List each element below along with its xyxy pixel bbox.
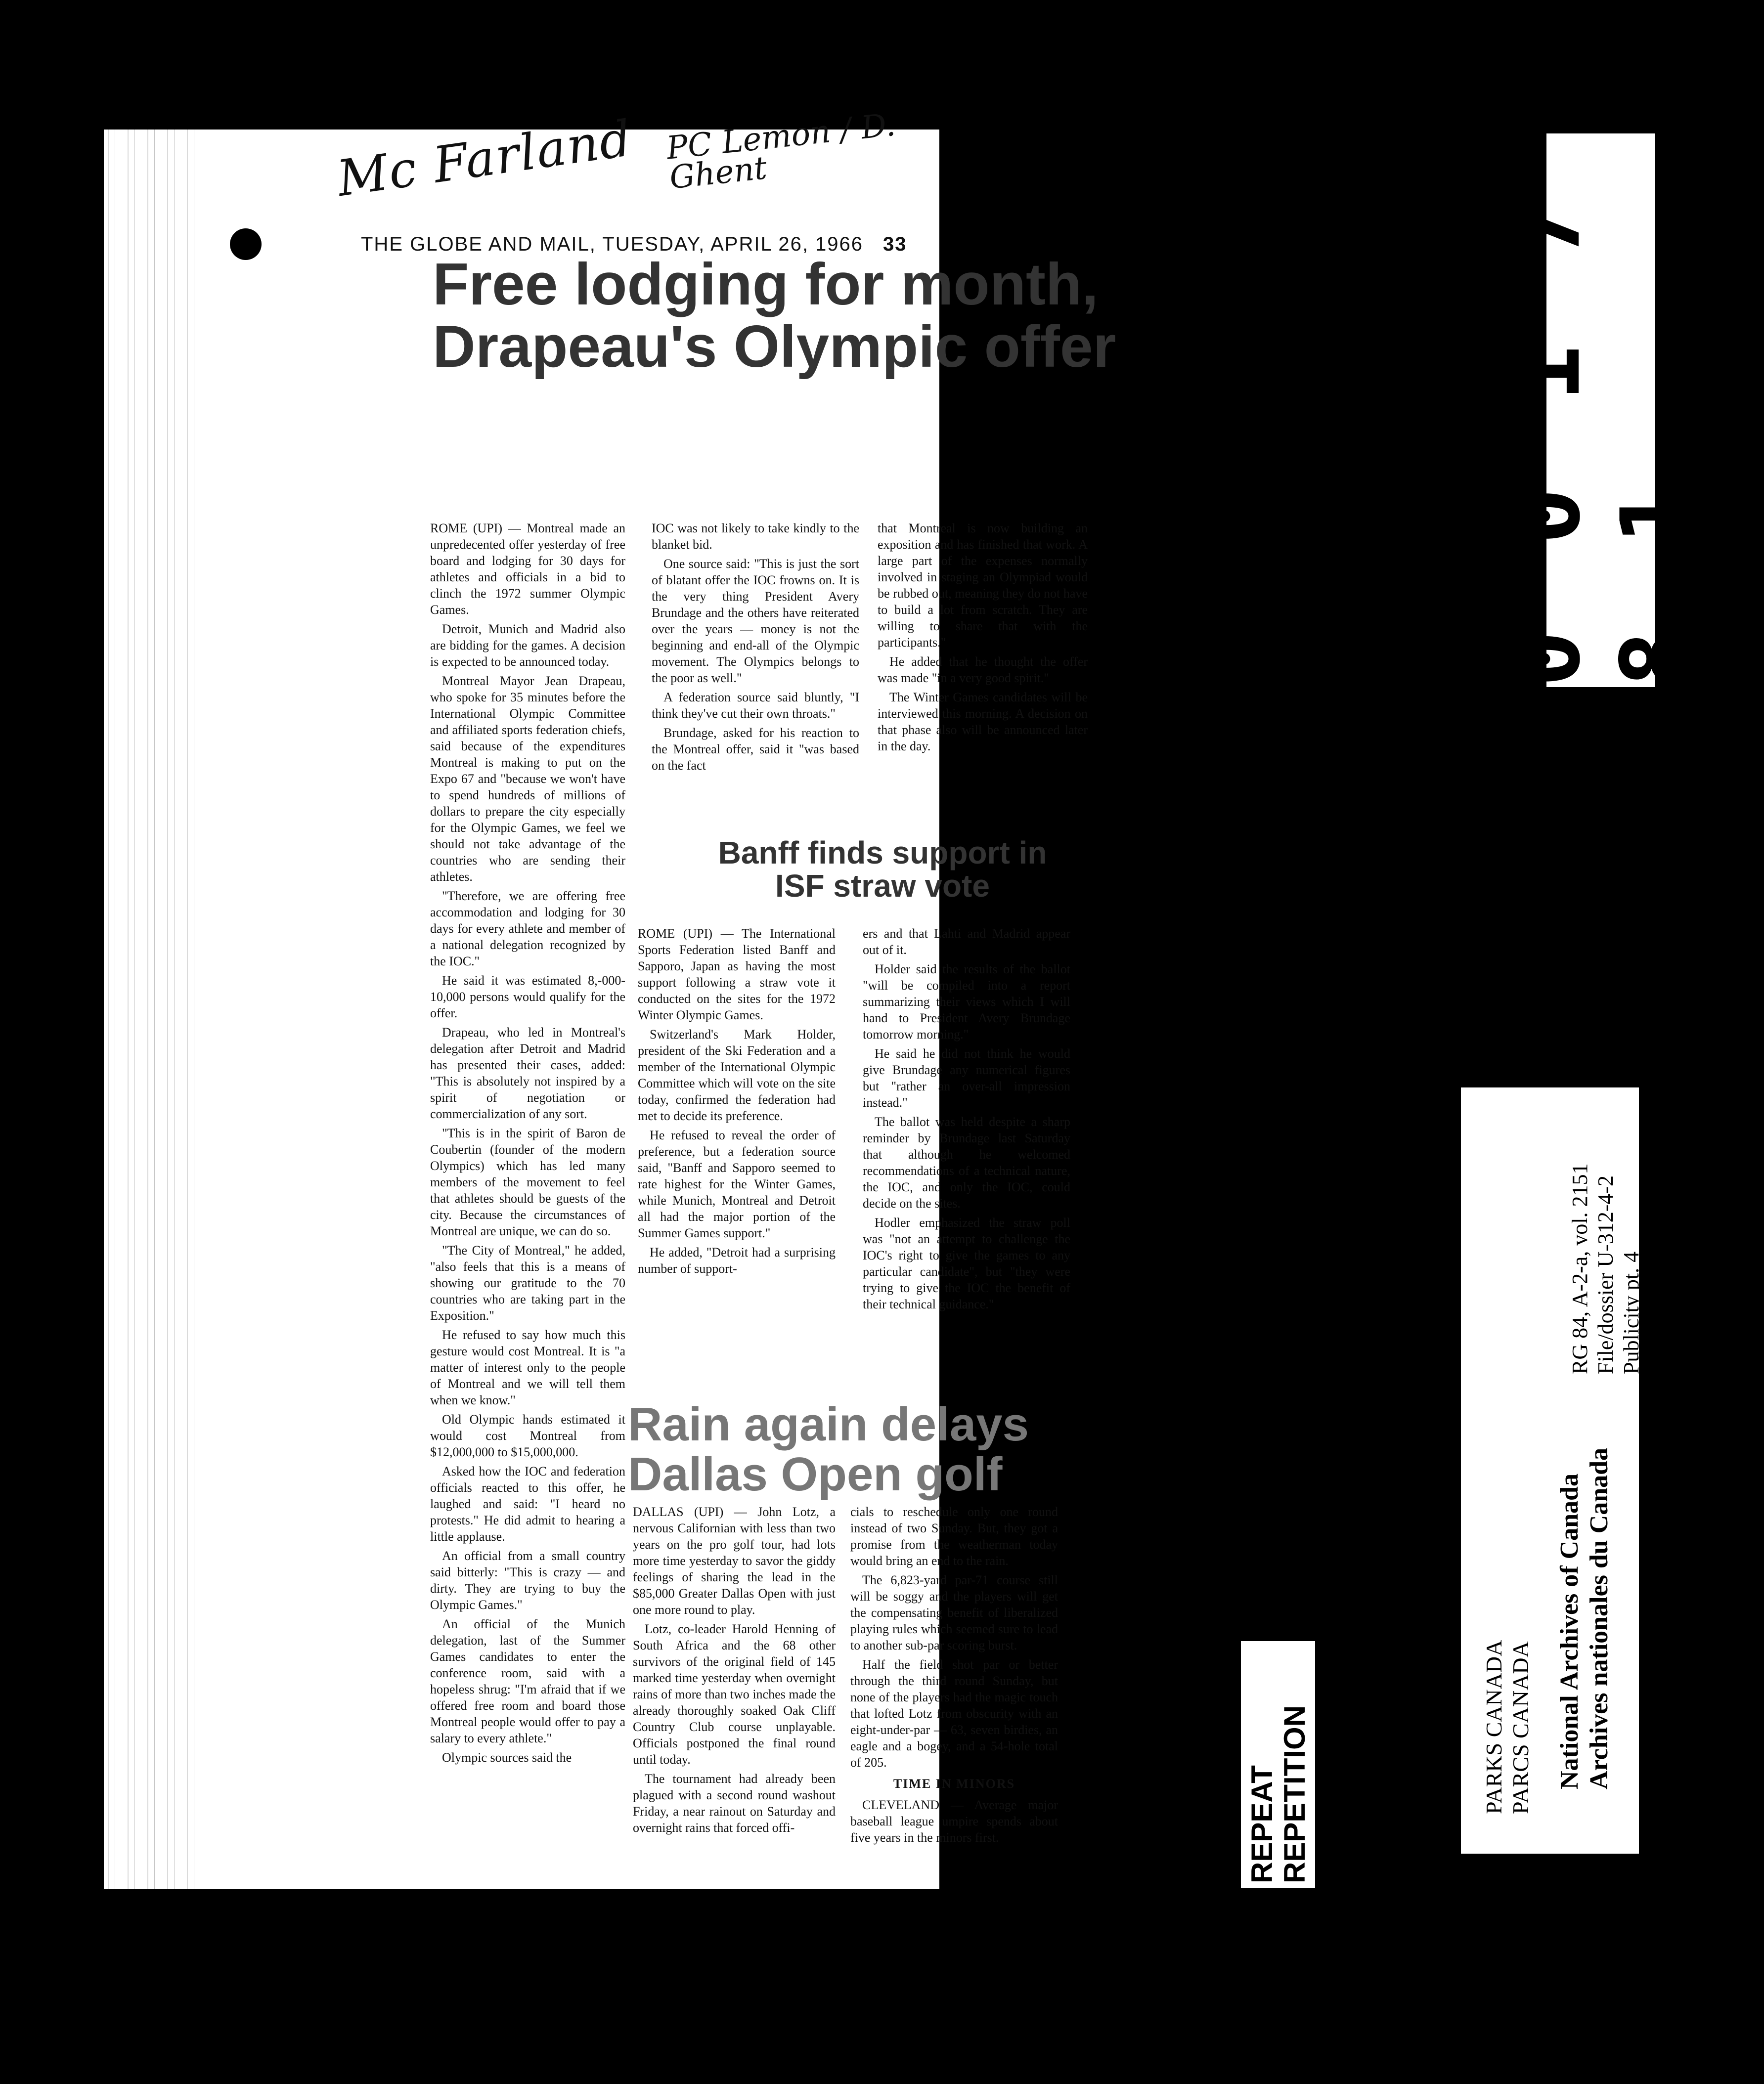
frame-number-text: 0 0 1 7 8 1 [1492,187,1710,687]
paragraph: "Therefore, we are offering free accommodation and lodging for 30 days for every athlete and member of a national delegation recognized by the IOC." [430,889,625,968]
archive-name [1555,1345,1614,1789]
paragraph: Asked how the IOC and federation officials reacted to this offer, he laughed and said: "I heard no protests." He did admit to hearing a little applause. [430,1464,625,1544]
paragraph: He refused to reveal the order of preference, but a federation source said, "Banff and Sapporo seemed to rate highest for the Winter Games, while Munich, Montreal and Detroit all had the major portion of the Summer Games support." [638,1128,836,1240]
parks-canada [1481,1597,1534,1814]
paragraph: ROME (UPI) — Montreal made an unpredecented offer yesterday of free board and lodging for 30 days for athletes and officials in a bid to clinch the 1972 summer Olympic Games. [430,521,625,617]
paragraph: An official from a small country said bitterly: "This is crazy — and dirty. They are trying to buy the Olympic Games." [430,1549,625,1612]
paragraph: The Winter Games candidates will be interviewed this morning. A decision on that phase also will be announced later in the day. [878,690,1088,753]
text-line: File/dossier U-312-4-2 [1593,1175,1618,1374]
microfilm-sheet [104,106,1116,1889]
paragraph: Brundage, asked for his reaction to the Montreal offer, said it "was based on the fact [652,726,859,773]
page-number: 33 [883,233,907,255]
text-line: RG 84, A-2-a, vol. 2151 [1568,1163,1592,1374]
article3-column-2 [850,1504,1058,1846]
minors-subhead: TIME IN MINORS [893,1777,1015,1791]
handwritten-name: Mc Farland [333,109,636,208]
paragraph: Half the field shot par or better through the third round Sunday, but none of the players had the magic touch that lofted Lotz from obscurity with an eight-under-par — 63, seven birdies, an eagle and a bogey, and a 54-hole total of 205. [850,1657,1058,1770]
article2-column-1 [638,925,836,1280]
paragraph: One source said: "This is just the sort of blatant offer the IOC frowns on. It is the very thing President Avery Brundage and the others have reiterated over the years — money is not the beginning and end-all of the Olympic movement. The Olympics belongs to the poor as well." [652,557,859,685]
paragraph: that Montreal is now building an exposition and has finished that work. A large part of the expenses normally involved in staging an Olympiad would be rubbed out, meaning they do not have to build a lot from scratch. They are willing to share that with the participants." [878,521,1088,650]
minors-text: CLEVELAND — Average major baseball league umpire spends about five years in the minors first. [850,1798,1058,1845]
archive-reference [1567,1097,1644,1374]
paragraph: IOC was not likely to take kindly to the blanket bid. [652,521,859,552]
paragraph: Hodler emphasized the straw poll was "not an attempt to challenge the IOC's right to give the games to any particular candidate", but "they were trying to give the IOC the benefit of their technical guidance." [863,1216,1070,1311]
paragraph: "The City of Montreal," he added, "also feels that this is a means of showing our gratitude to the 70 countries who are taking part in the Exposition." [430,1243,625,1323]
text-line: REPETITION [1278,1705,1311,1883]
paragraph: A federation source said bluntly, "I think they've cut their own throats." [652,690,859,721]
paragraph: Detroit, Munich and Madrid also are bidding for the games. A decision is expected to be announced today. [430,622,625,669]
text-line: PARKS CANADA [1481,1640,1506,1814]
paragraph: Switzerland's Mark Holder, president of the Ski Federation and a member of the International Olympic Committee which will vote on the site today, confirmed the federation had met to decide its preference. [638,1027,836,1123]
paragraph: "This is in the spirit of Baron de Coubertin (founder of the modern Olympics) which has led many members of the movement to feel that athletes should be guests of the city. Because the circumstances of Montreal are unique, we can do so. [430,1126,625,1238]
paragraph: The ballot was held despite a sharp reminder by Brundage last Saturday that although he welcomed recommendations of a technical nature, the IOC, and only the IOC, could decide on the sites. [863,1115,1070,1211]
paragraph: cials to reschedule only one round instead of two Sunday. But, they got a promise from the weatherman today would bring an end to the rain. [850,1505,1058,1568]
handwritten-initials: PC Lemon / D. Ghent [664,106,897,197]
masthead-text: THE GLOBE AND MAIL, TUESDAY, APRIL 26, 1966 [361,233,864,255]
paragraph: Montreal Mayor Jean Drapeau, who spoke for 35 minutes before the International Olympic Committee and affiliated sports federation chiefs, said because of the expenditures Montreal is making to put on the Expo 67 and "because we won't have to spend hundreds of millions of dollars to prepare the city especially for the Olympic Games, we feel we should not take advantage of the countries who are sending their athletes. [430,674,625,884]
paragraph: An official of the Munich delegation, last of the Summer Games candidates to enter the conference room, said with a hopeless shrug: "I'm afraid that if we offered free room and board those Montreal people would offer to pay a salary to every athlete." [430,1617,625,1745]
text-line: PARCS CANADA [1508,1641,1533,1814]
text-line: REPEAT [1245,1765,1279,1883]
paragraph: He said it was estimated 8,-000-10,000 persons would qualify for the offer. [430,973,625,1020]
text-line: National Archives of Canada [1555,1474,1584,1789]
article1-column-1 [430,520,625,1769]
margin-stripes [104,130,203,1889]
headline-olympic-offer: Free lodging for month, Drapeau's Olympic offer [433,251,1116,380]
paragraph: He said he did not think he would give Brundage any numerical figures but "rather an over-all impression instead." [863,1046,1070,1110]
repeat-stamp [1241,1641,1315,1888]
punch-hole [230,228,262,260]
paragraph: Holder said the results of the ballot "will be compiled into a report summarizing their views which I will hand to President Avery Brundage tomorrow morning." [863,962,1070,1042]
text-line: Publicity pt. 4 [1619,1251,1643,1374]
text-line: Archives nationales du Canada [1585,1447,1613,1789]
paragraph: ers and that Lahti and Madrid appear out of it. [863,926,1070,957]
paragraph: The 6,823-yard par-71 course still will be soggy and the players will get the compensating benefit of liberalized playing rules which seemed sure to lead to another sub-par scoring burst. [850,1573,1058,1652]
repeat-stamp-text [1246,1646,1311,1883]
article1-column-3 [878,520,1088,757]
article2-column-2 [863,925,1070,1315]
article3-column-1 [633,1504,836,1839]
headline-banff: Banff finds support in ISF straw vote [718,835,1047,904]
paragraph: Drapeau, who led in Montreal's delegation after Detroit and Madrid has presented their cases, added: "This is absolutely not inspired by a spirit of negotiation or commercialization of any sort. [430,1025,625,1121]
paragraph: Olympic sources said the [442,1750,572,1765]
headline-dallas-golf: Rain again delays Dallas Open golf [628,1398,1029,1501]
paragraph: DALLAS (UPI) — John Lotz, a nervous Californian with less than two years on the pro golf tour, had lots more time yesterday to savor the giddy feelings of sharing the lead in the $85,000 Greater Dallas Open with just one more round to play. [633,1505,836,1617]
article3-column-2-body [850,1504,1058,1771]
paragraph: ROME (UPI) — The International Sports Federation listed Banff and Sapporo, Japan as having the most support following a straw vote it conducted on the sites for the 1972 Winter Olympic Games. [638,926,836,1022]
article1-column-2 [652,520,859,777]
paragraph: Old Olympic hands estimated it would cost Montreal from $12,000,000 to $15,000,000. [430,1412,625,1459]
archive-label [1461,1087,1643,1854]
paragraph: He refused to say how much this gesture would cost Montreal. It is "a matter of interest only to the people of Montreal and we will tell them when we know." [430,1328,625,1407]
frame-number [1492,133,1710,687]
paragraph: He added, "Detroit had a surprising number of support- [638,1245,836,1276]
paragraph: The tournament had already been plagued with a second round washout Friday, a near rainout on Saturday and overnight rains that forced offi- [633,1772,836,1835]
paragraph: He added that he thought the offer was made "in a very good spirit." [878,654,1088,685]
paragraph: Lotz, co-leader Harold Henning of South Africa and the 68 other survivors of the original field of 145 marked time yesterday when overnight rains of more than two inches made the already thoroughly soaked Oak Cliff Country Club course unplayable. Officials postponed the final round until today. [633,1622,836,1767]
